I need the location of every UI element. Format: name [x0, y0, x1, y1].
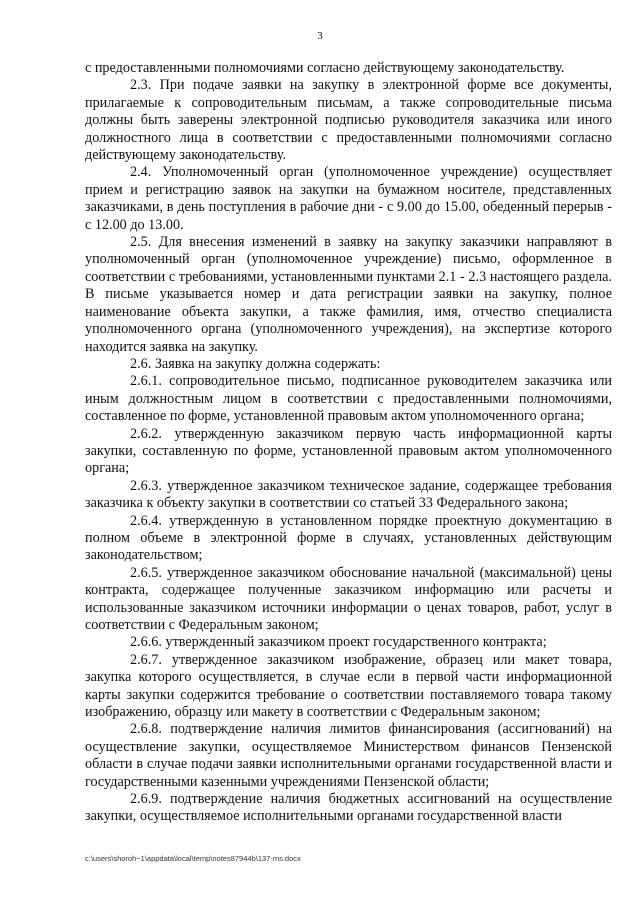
paragraph-2-6-3: 2.6.3. утвержденное заказчиком техническое задание, содержащее требования заказчика к объекту закупки в соответствии со статьей 33 Федерального закона; [85, 477, 612, 512]
paragraph-2-6-6: 2.6.6. утвержденный заказчиком проект государственного контракта; [130, 634, 547, 651]
paragraph-2-6-7: 2.6.7. утвержденное заказчиком изображение, образец или макет товара, закупка которого осуществляется, в случае если в первой части информационной карты закупки содержится требование о соответствии поставляемого товара такому изображению, образцу или макету в соответствии с Федеральным законом; [85, 651, 612, 721]
paragraph-2-6-4: 2.6.4. утвержденную в установленном порядке проектную документацию в полном объеме в электронной форме в случаях, установленных действующим законодательством; [85, 512, 612, 564]
paragraph-2-6: 2.6. Заявка на закупку должна содержать: [130, 355, 381, 372]
paragraph-2-3: 2.3. При подаче заявки на закупку в электронной форме все документы, прилагаемые к сопроводительным письмам, а также сопроводительные письма должны быть заверены электронной подписью руководителя заказчика или иного должностного лица в соответствии с предоставленными полномочиями согласно действующему законодательству. [85, 77, 612, 164]
page-number: 3 [317, 30, 323, 42]
document-body [85, 60, 612, 826]
paragraph-2-6-8: 2.6.8. подтверждение наличия лимитов финансирования (ассигнований) на осуществление закупки, осуществляемое Министерством финансов Пензенской области в случае подачи заявки исполнительными органами государственной власти и государственными казенными учреждениями Пензенской области; [85, 721, 612, 790]
paragraph-continuation: с предоставленными полномочиями согласно действующему законодательству. [85, 60, 565, 76]
paragraph-2-6-1: 2.6.1. сопроводительное письмо, подписанное руководителем заказчика или иным должностным лицом в соответствии с предоставленными полномочиями, составленное по форме, установленной правовым актом уполномоченного органа; [85, 373, 612, 425]
footer-file-path: c:\users\shoroh~1\appdata\local\temp\notes87944b\137-ms.docx [85, 854, 301, 863]
paragraph-2-6-5: 2.6.5. утвержденное заказчиком обоснование начальной (максимальной) цены контракта, содержащее полученные заказчиком информацию или расчеты и использованные заказчиком источники информации о ценах товаров, работ, услуг в соответствии с Федеральным законом; [85, 564, 612, 633]
paragraph-2-4: 2.4. Уполномоченный орган (уполномоченное учреждение) осуществляет прием и регистрацию заявок на закупки на бумажном носителе, представленных заказчиками, в день поступления в рабочие дни - с 9.00 до 15.00, обеденный перерыв - с 12.00 до 13.00. [85, 164, 612, 233]
paragraph-2-6-2: 2.6.2. утвержденную заказчиком первую часть информационной карты закупки, составленную по форме, установленной правовым актом уполномоченного органа; [85, 425, 612, 477]
paragraph-2-6-9: 2.6.9. подтверждение наличия бюджетных ассигнований на осуществление закупки, осуществляемое исполнительными органами государственной власти [85, 791, 612, 825]
paragraph-2-5: 2.5. Для внесения изменений в заявку на закупку заказчики направляют в уполномоченный орган (уполномоченное учреждение) письмо, оформленное в соответствии с требованиями, установленными пунктами 2.1 - 2.3 настоящего раздела. В письме указывается номер и дата регистрации заявки на закупку, полное наименование объекта закупки, а также фамилия, имя, отчество специалиста уполномоченного органа (уполномоченного учреждения), на экспертизе которого находится заявка на закупку. [85, 234, 612, 355]
